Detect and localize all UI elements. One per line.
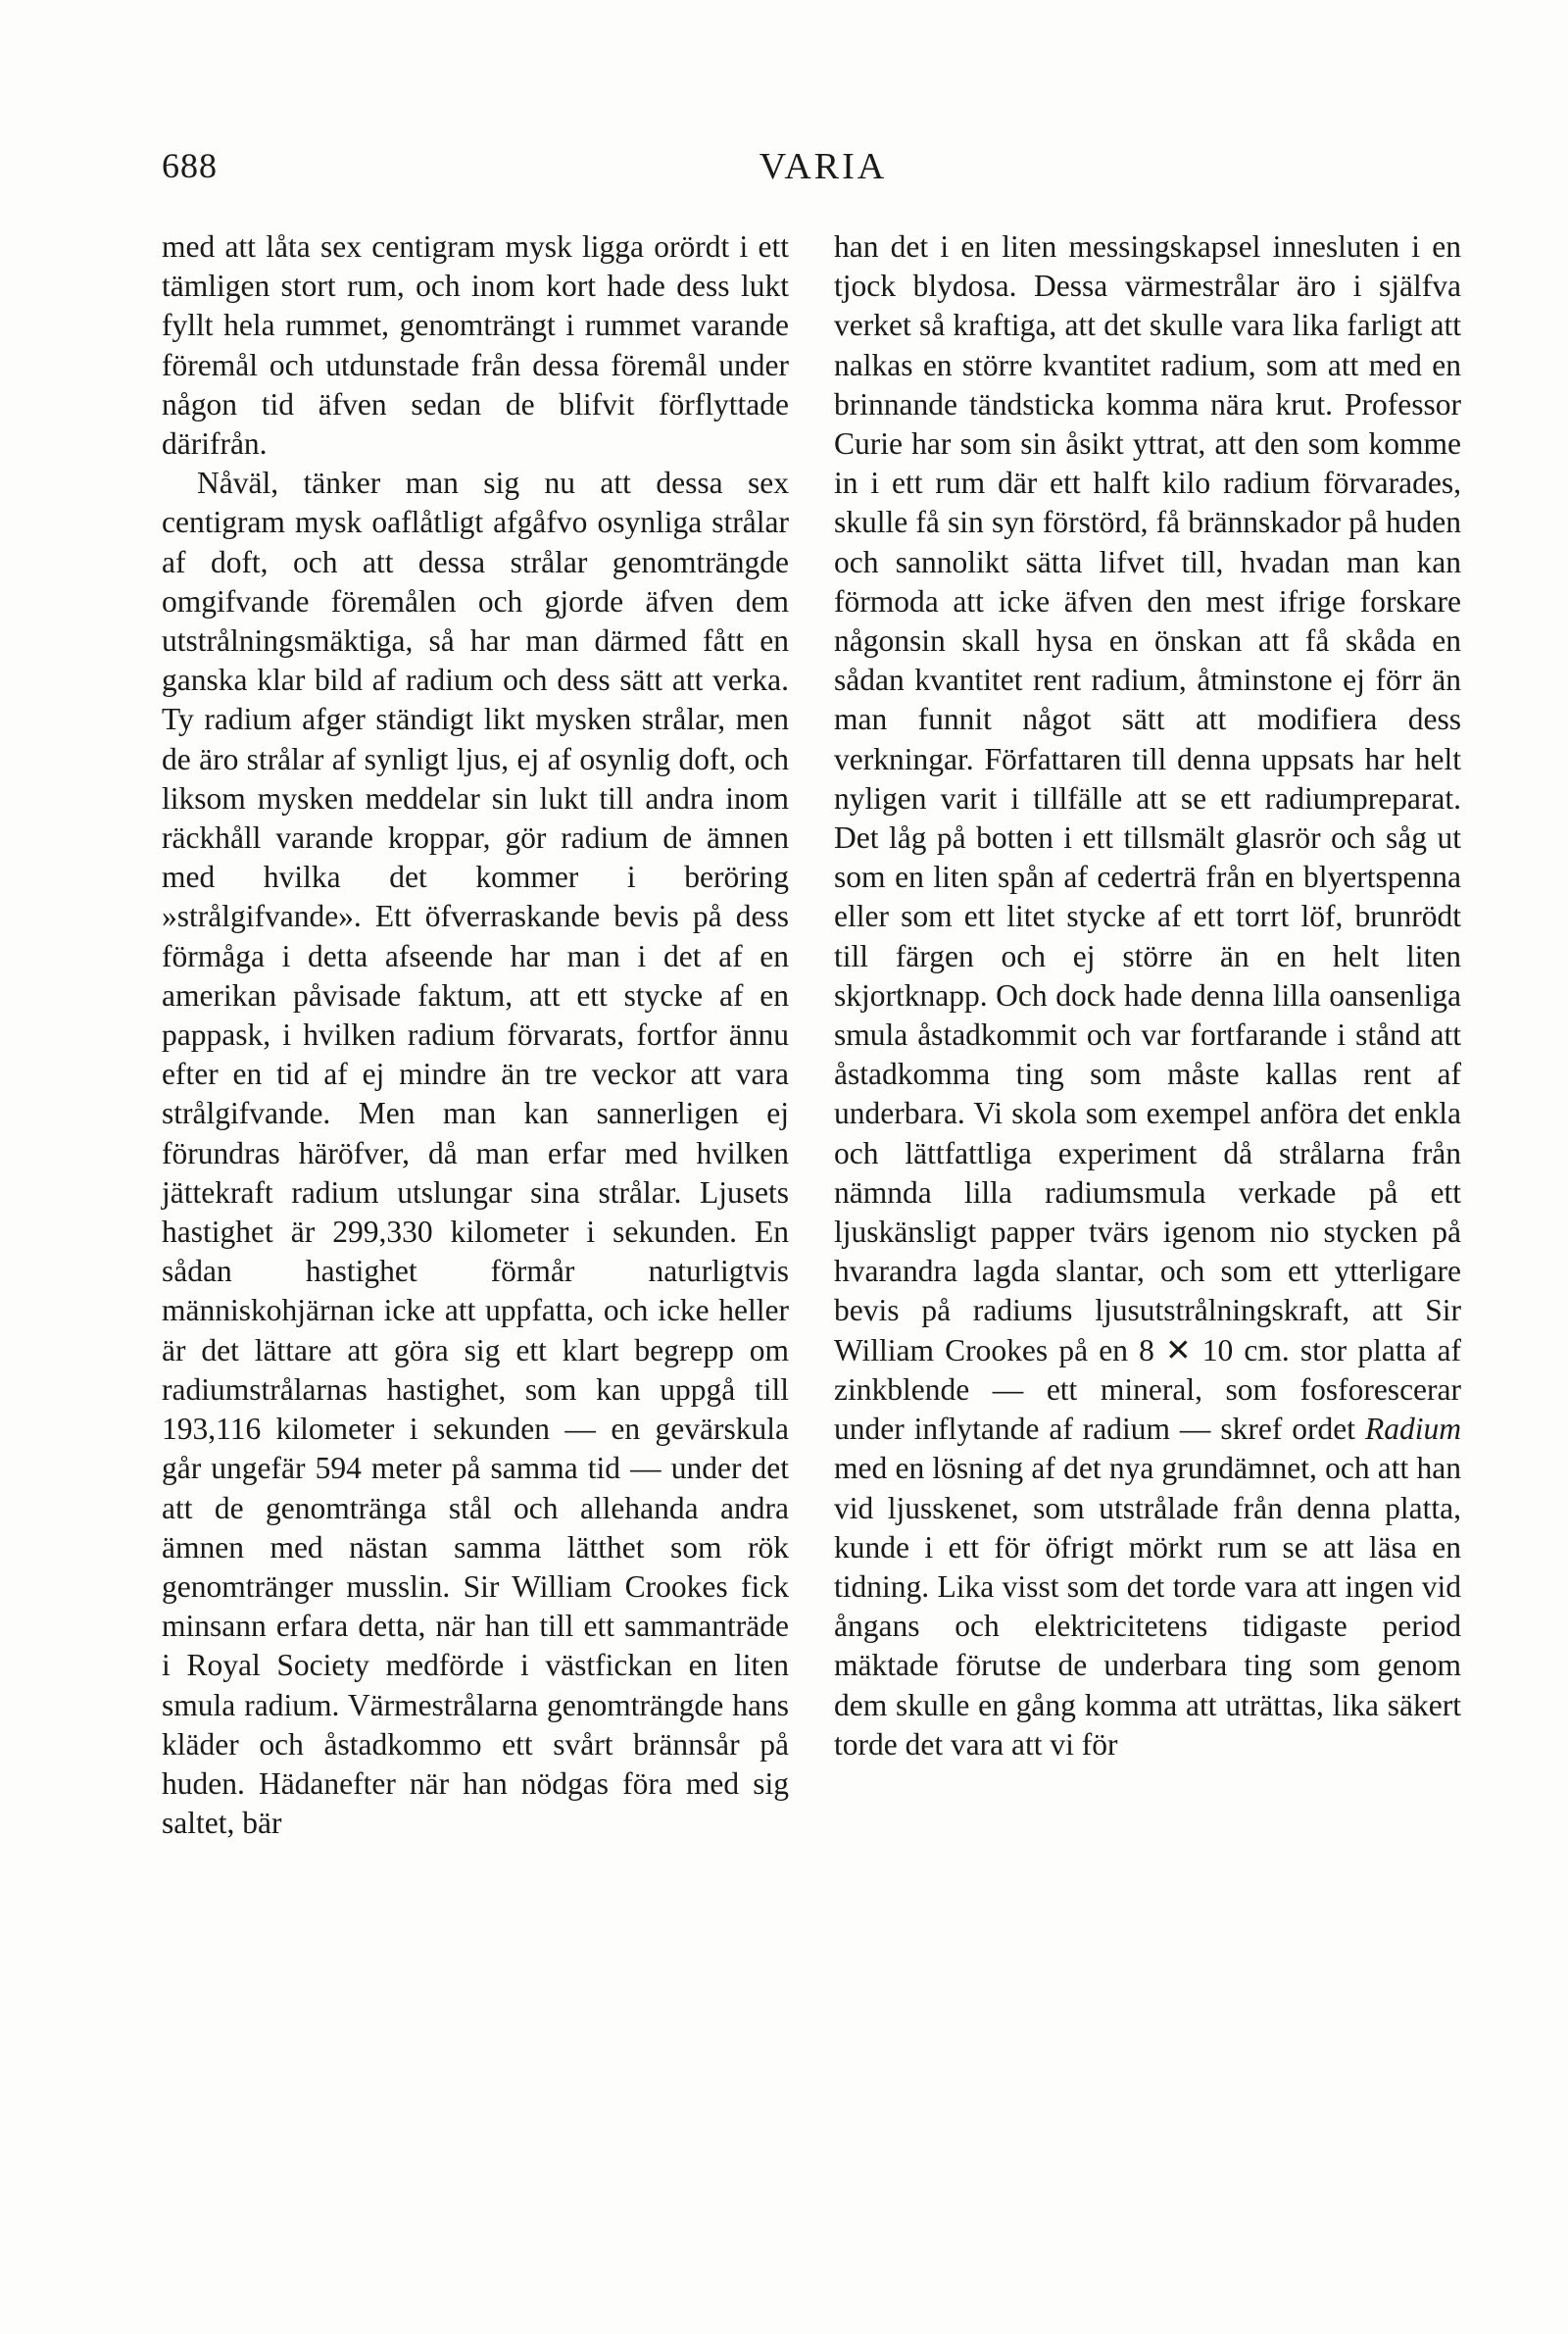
left-column [162, 227, 789, 1843]
page-number: 688 [162, 146, 218, 185]
right-column [834, 227, 1461, 1764]
right-paragraph-text: han det i en liten messingskapsel innesluten i en tjock blydosa. Dessa värmestrålar äro i själfva verket så kraftiga, att det skulle vara lika farligt att nalkas en större kvantitet radium, som att med en brinnande tändsticka komma nära krut. Professor Curie har som sin åsikt yttrat, att den som komme in i ett rum där ett halft kilo radium förvarades, skulle få sin syn förstörd, få brännskador på huden och sannolikt sätta lifvet till, hvadan man kan förmoda att icke äfven den mest ifrige forskare någonsin skall hysa en önskan att få skåda en sådan kvantitet rent radium, åtminstone ej förr än man funnit något sätt att modifiera dess verkningar. Författaren till denna uppsats har helt nyligen varit i tillfälle att se ett radiumpreparat. Det låg på botten i ett tillsmält glasrör och såg ut som en liten spån af cederträ från en blyertspenna eller som ett litet stycke af ett torrt löf, brunrödt till färgen och ej större än en helt liten skjortknapp. Och dock hade denna lilla oansenliga smula åstadkommit och var fortfarande i stånd att åstadkomma ting som måste kallas rent af underbara. Vi skola som exempel anföra det enkla och lättfattliga experiment då strålarna från nämnda lilla radiumsmula verkade på ett ljuskänsligt papper tvärs igenom nio stycken på hvarandra lagda slantar, och som ett ytterligare bevis på radiums ljusutstrålningskraft, att Sir William Crookes på en 8 ✕ 10 cm. stor platta af zinkblende — ett mineral, som fosforescerar under inflytande af radium — skref ordet [834, 229, 1461, 1447]
left-paragraph-1: med att låta sex centigram mysk ligga orördt i ett tämligen stort rum, och inom kort hade dess lukt fyllt hela rummet, genomträngt i rummet varande föremål och utdunstade från dessa föremål under någon tid äfven sedan de blifvit förflyttade därifrån. [162, 229, 789, 462]
italic-word-radium: Radium [1365, 1412, 1461, 1447]
running-head: VARIA [759, 146, 888, 187]
right-paragraph-1 [834, 227, 1461, 1764]
right-paragraph-continuation: med en lösning af det nya grundämnet, och att han vid ljusskenet, som utstrålade från denna platta, kunde i ett för öfrigt mörkt rum se att läsa en tidning. Lika visst som det torde vara att ingen vid ångans och elektricitetens tidigaste period mäktade förutse de underbara ting som genom dem skulle en gång komma att uträttas, lika säkert torde det vara att vi för [834, 1451, 1461, 1762]
page-header [162, 145, 1485, 194]
left-paragraph-2: Nåväl, tänker man sig nu att dessa sex centigram mysk oaflåtligt afgåfvo osynliga strålar af doft, och att dessa strålar genomträngde omgifvande föremålen och gjorde äfven dem utstrålningsmäktiga, så har man därmed fått en ganska klar bild af radium och dess sätt att verka. Ty radium afger ständigt likt mysken strålar, men de äro strålar af synligt ljus, ej af osynlig doft, och liksom mysken meddelar sin lukt till andra inom räckhåll varande kroppar, gör radium de ämnen med hvilka det kommer i beröring »strålgifvande». Ett öfverraskande bevis på dess förmåga i detta afseende har man i det af en amerikan påvisade faktum, att ett stycke af en pappask, i hvilken radium förvarats, fortfor ännu efter en tid af ej mindre än tre veckor att vara strålgifvande. Men man kan sannerligen ej förundras häröfver, då man erfar med hvilken jättekraft radium utslungar sina strålar. Ljusets hastighet är 299,330 kilometer i sekunden. En sådan hastighet förmår naturligtvis människohjärnan icke att uppfatta, och icke heller är det lättare att göra sig ett klart begrepp om radiumstrålarnas hastighet, som kan uppgå till 193,116 kilometer i sekunden — en gevärskula går ungefär 594 meter på samma tid — under det att de genomtränga stål och allehanda andra ämnen med nästan samma lätthet som rök genomtränger musslin. Sir William Crookes fick minsann erfara detta, när han till ett sammanträde i Royal Society medförde i västfickan en liten smula radium. Värmestrålarna genomträngde hans kläder och åstadkommo ett svårt brännsår på huden. Hädanefter när han nödgas föra med sig saltet, bär [162, 466, 789, 1841]
